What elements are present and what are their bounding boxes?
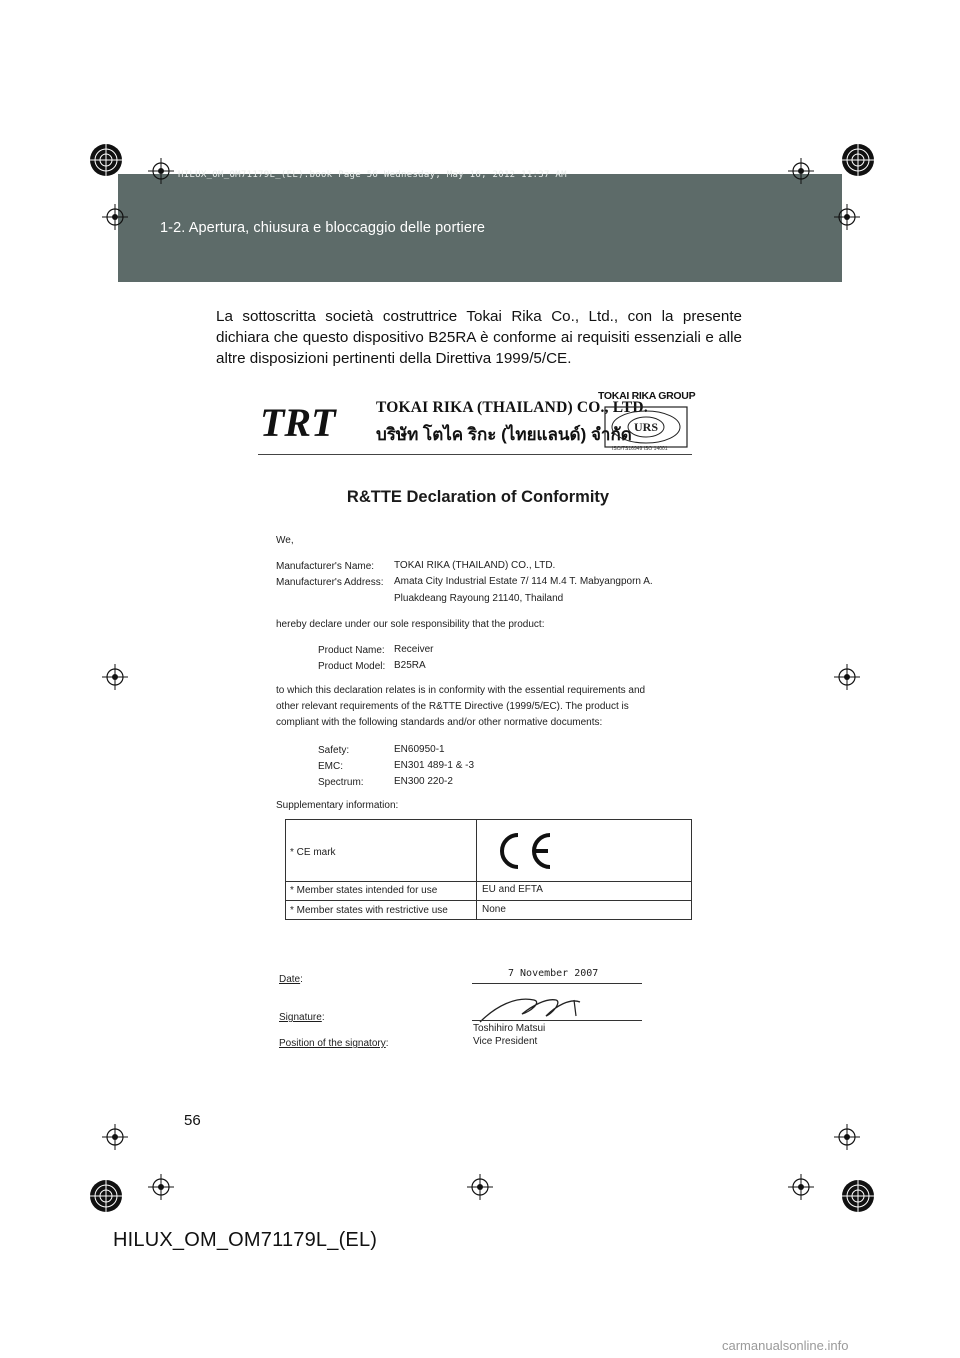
signature-line [472,1020,642,1021]
standard-label: Spectrum: [318,777,364,788]
declaration-title: R&TTE Declaration of Conformity [346,488,610,506]
conformity-line-3: compliant with the following standards and/or other normative documents: [276,717,603,728]
intro-paragraph: La sottoscritta società costruttrice Tokai Rika Co., Ltd., con la presente dichiara che questo dispositivo B25RA è conforme ai requisiti essenziali e alle altre disposizioni pertinenti della Direttiva 1999/5/CE. [216,308,742,367]
crosshair-mark-icon [102,664,128,690]
company-name-en: TOKAI RIKA (THAILAND) CO., LTD. [376,399,648,416]
registration-target-icon [88,1178,124,1214]
letterhead-rule [258,454,692,455]
date-line [472,983,642,984]
product-name-value: Receiver [394,644,434,655]
trt-logo [258,402,356,447]
address-line-2: Pluakdeang Rayoung 21140, Thailand [394,593,564,604]
product-model-label: Product Model: [318,661,386,672]
product-name-label: Product Name: [318,645,385,656]
crosshair-mark-icon [788,158,814,184]
crosshair-mark-icon [148,158,174,184]
product-model-value: B25RA [394,660,426,671]
member-states-value: EU and EFTA [482,884,543,895]
group-name: TOKAI RIKA GROUP [598,390,696,402]
seal-text: URS [633,420,659,434]
iso-text: ISO/TS16949 ISO 14001 [612,446,668,452]
crosshair-mark-icon [148,1174,174,1200]
member-states-label: * Member states intended for use [290,885,438,896]
hereby-text: hereby declare under our sole responsibility that the product: [276,619,545,630]
standard-value: EN301 489-1 & -3 [394,760,475,771]
crosshair-mark-icon [467,1174,493,1200]
position-label-row: Position of the signatory: [279,1038,389,1049]
supplementary-table [285,819,692,920]
company-name-th: บริษัท โตไค ริกะ (ไทยแลนด์) จำกัด [376,425,632,444]
registration-target-icon [88,142,124,178]
conformity-line-2: other relevant requirements of the R&TTE Directive (1999/5/EC). The product is [276,701,629,712]
registration-target-icon [840,1178,876,1214]
date-value: 7 November 2007 [508,968,599,979]
signatory-name: Toshihiro Matsui [473,1023,546,1034]
ce-mark-label: * CE mark [290,847,336,858]
restrictive-use-value: None [482,904,506,915]
trt-logo-text: TRT [260,402,336,442]
standard-value: EN60950-1 [394,744,445,755]
we-text: We, [276,535,294,546]
section-title: 1-2. Apertura, chiusura e bloccaggio delle portiere [160,220,486,236]
position-value: Vice President [473,1036,538,1047]
standard-label: Safety: [318,745,350,756]
crosshair-mark-icon [834,1124,860,1150]
page-number: 56 [184,1112,201,1129]
date-label-row: Date: [279,974,303,985]
registration-target-icon [840,142,876,178]
watermark: carmanualsonline.info [722,1338,849,1353]
restrictive-use-label: * Member states with restrictive use [290,905,448,916]
address-line-1: Amata City Industrial Estate 7/ 114 M.4 T. Mabyangporn A. [394,576,653,587]
book-imprint: HILUX_OM_OM71179L_(EL).book Page 56 Wednesday, May 16, 2012 11:37 AM [178,170,567,180]
crosshair-mark-icon [788,1174,814,1200]
manual-code: HILUX_OM_OM71179L_(EL) [113,1229,378,1251]
ce-mark-icon [490,831,554,874]
manufacturer-name-value: TOKAI RIKA (THAILAND) CO., LTD. [394,560,556,571]
standard-value: EN300 220-2 [394,776,453,787]
crosshair-mark-icon [834,204,860,230]
supplementary-label: Supplementary information: [276,800,399,811]
signature-label: Signature [279,1012,322,1023]
crosshair-mark-icon [102,204,128,230]
standard-label: EMC: [318,761,343,772]
conformity-line-1: to which this declaration relates is in conformity with the essential requirements and [276,685,646,696]
position-label: Position of the signatory [279,1038,386,1049]
signature-label-row: Signature: [279,1012,325,1023]
manufacturer-address-label: Manufacturer's Address: [276,577,384,588]
manufacturer-name-label: Manufacturer's Name: [276,561,375,572]
date-label: Date [279,974,301,985]
crosshair-mark-icon [834,664,860,690]
crosshair-mark-icon [102,1124,128,1150]
